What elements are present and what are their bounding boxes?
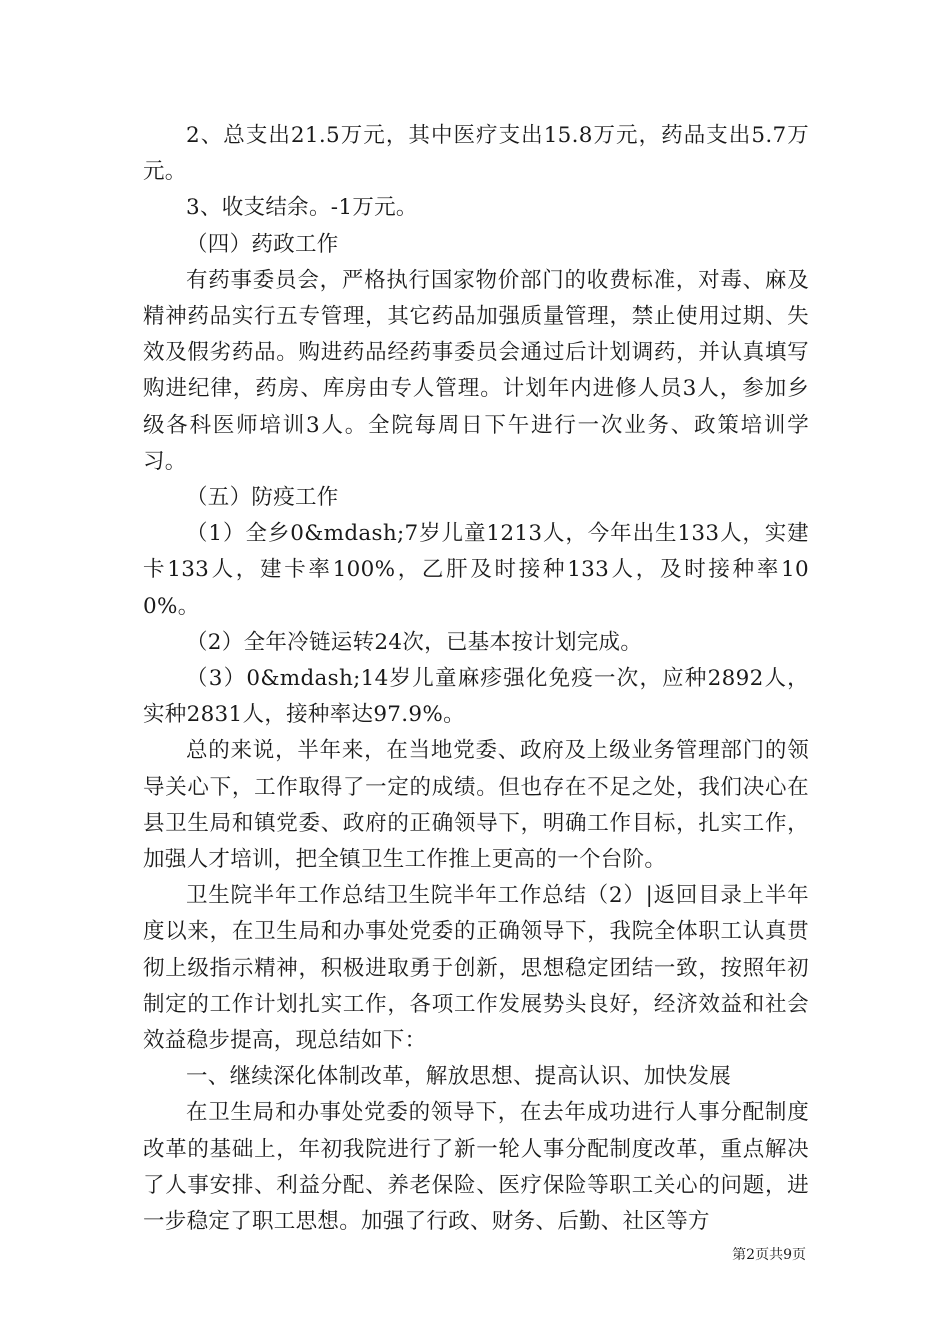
paragraph-pharmacy-work: 有药事委员会，严格执行国家物价部门的收费标准，对毒、麻及精神药品实行五专管理，其它药品加强质量管理，禁止使用过期、失效及假劣药品。购进药品经药事委员会通过后计划调药，并认真填写购进纪律，药房、库房由专人管理。计划年内进修人员3人，参加乡级各科医师培训3人。全院每周日下午进行一次业务、政策培训学习。 — [143, 267, 809, 474]
paragraph-summary: 总的来说，半年来，在当地党委、政府及上级业务管理部门的领导关心下，工作取得了一定的成绩。但也存在不足之处，我们决心在县卫生局和镇党委、政府的正确领导下，明确工作目标，扎实工作，加强人才培训，把全镇卫生工作推上更高的一个台阶。 — [143, 738, 809, 873]
page-number-footer: 第2页共9页 — [732, 1247, 806, 1263]
section-heading-reform: 一、继续深化体制改革，解放思想、提高认识、加快发展 — [186, 1064, 732, 1090]
paragraph-second-report-intro: 卫生院半年工作总结卫生院半年工作总结（2）|返回目录上半年度以来，在卫生局和办事处党委的正确领导下，我院全体职工认真贯彻上级指示精神，积极进取勇于创新，思想稳定团结一致，按照年初制定的工作计划扎实工作，各项工作发展势头良好，经济效益和社会效益稳步提高，现总结如下： — [143, 883, 809, 1054]
paragraph-cold-chain: （2）全年冷链运转24次，已基本按计划完成。 — [186, 629, 643, 655]
document-body — [143, 118, 809, 1240]
paragraph-vaccination-1: （1）全乡0&mdash;7岁儿童1213人，今年出生133人，实建卡133人，建卡率100%，乙肝及时接种133人，及时接种率100%。 — [143, 521, 809, 619]
paragraph-measles-immunization: （3）0&mdash;14岁儿童麻疹强化免疫一次，应种2892人，实种2831人，接种率达97.9%。 — [143, 666, 809, 728]
section-heading-pharmacy: （四）药政工作 — [186, 231, 339, 257]
section-heading-epidemic: （五）防疫工作 — [186, 485, 339, 511]
paragraph-balance: 3、收支结余。-1万元。 — [186, 195, 418, 221]
paragraph-reform-details: 在卫生局和办事处党委的领导下，在去年成功进行人事分配制度改革的基础上，年初我院进行了新一轮人事分配制度改革，重点解决了人事安排、利益分配、养老保险、医疗保险等职工关心的问题，进一步稳定了职工思想。加强了行政、财务、后勤、社区等方 — [143, 1100, 809, 1235]
paragraph-total-expenditure: 2、总支出21.5万元，其中医疗支出15.8万元，药品支出5.7万元。 — [143, 123, 809, 185]
